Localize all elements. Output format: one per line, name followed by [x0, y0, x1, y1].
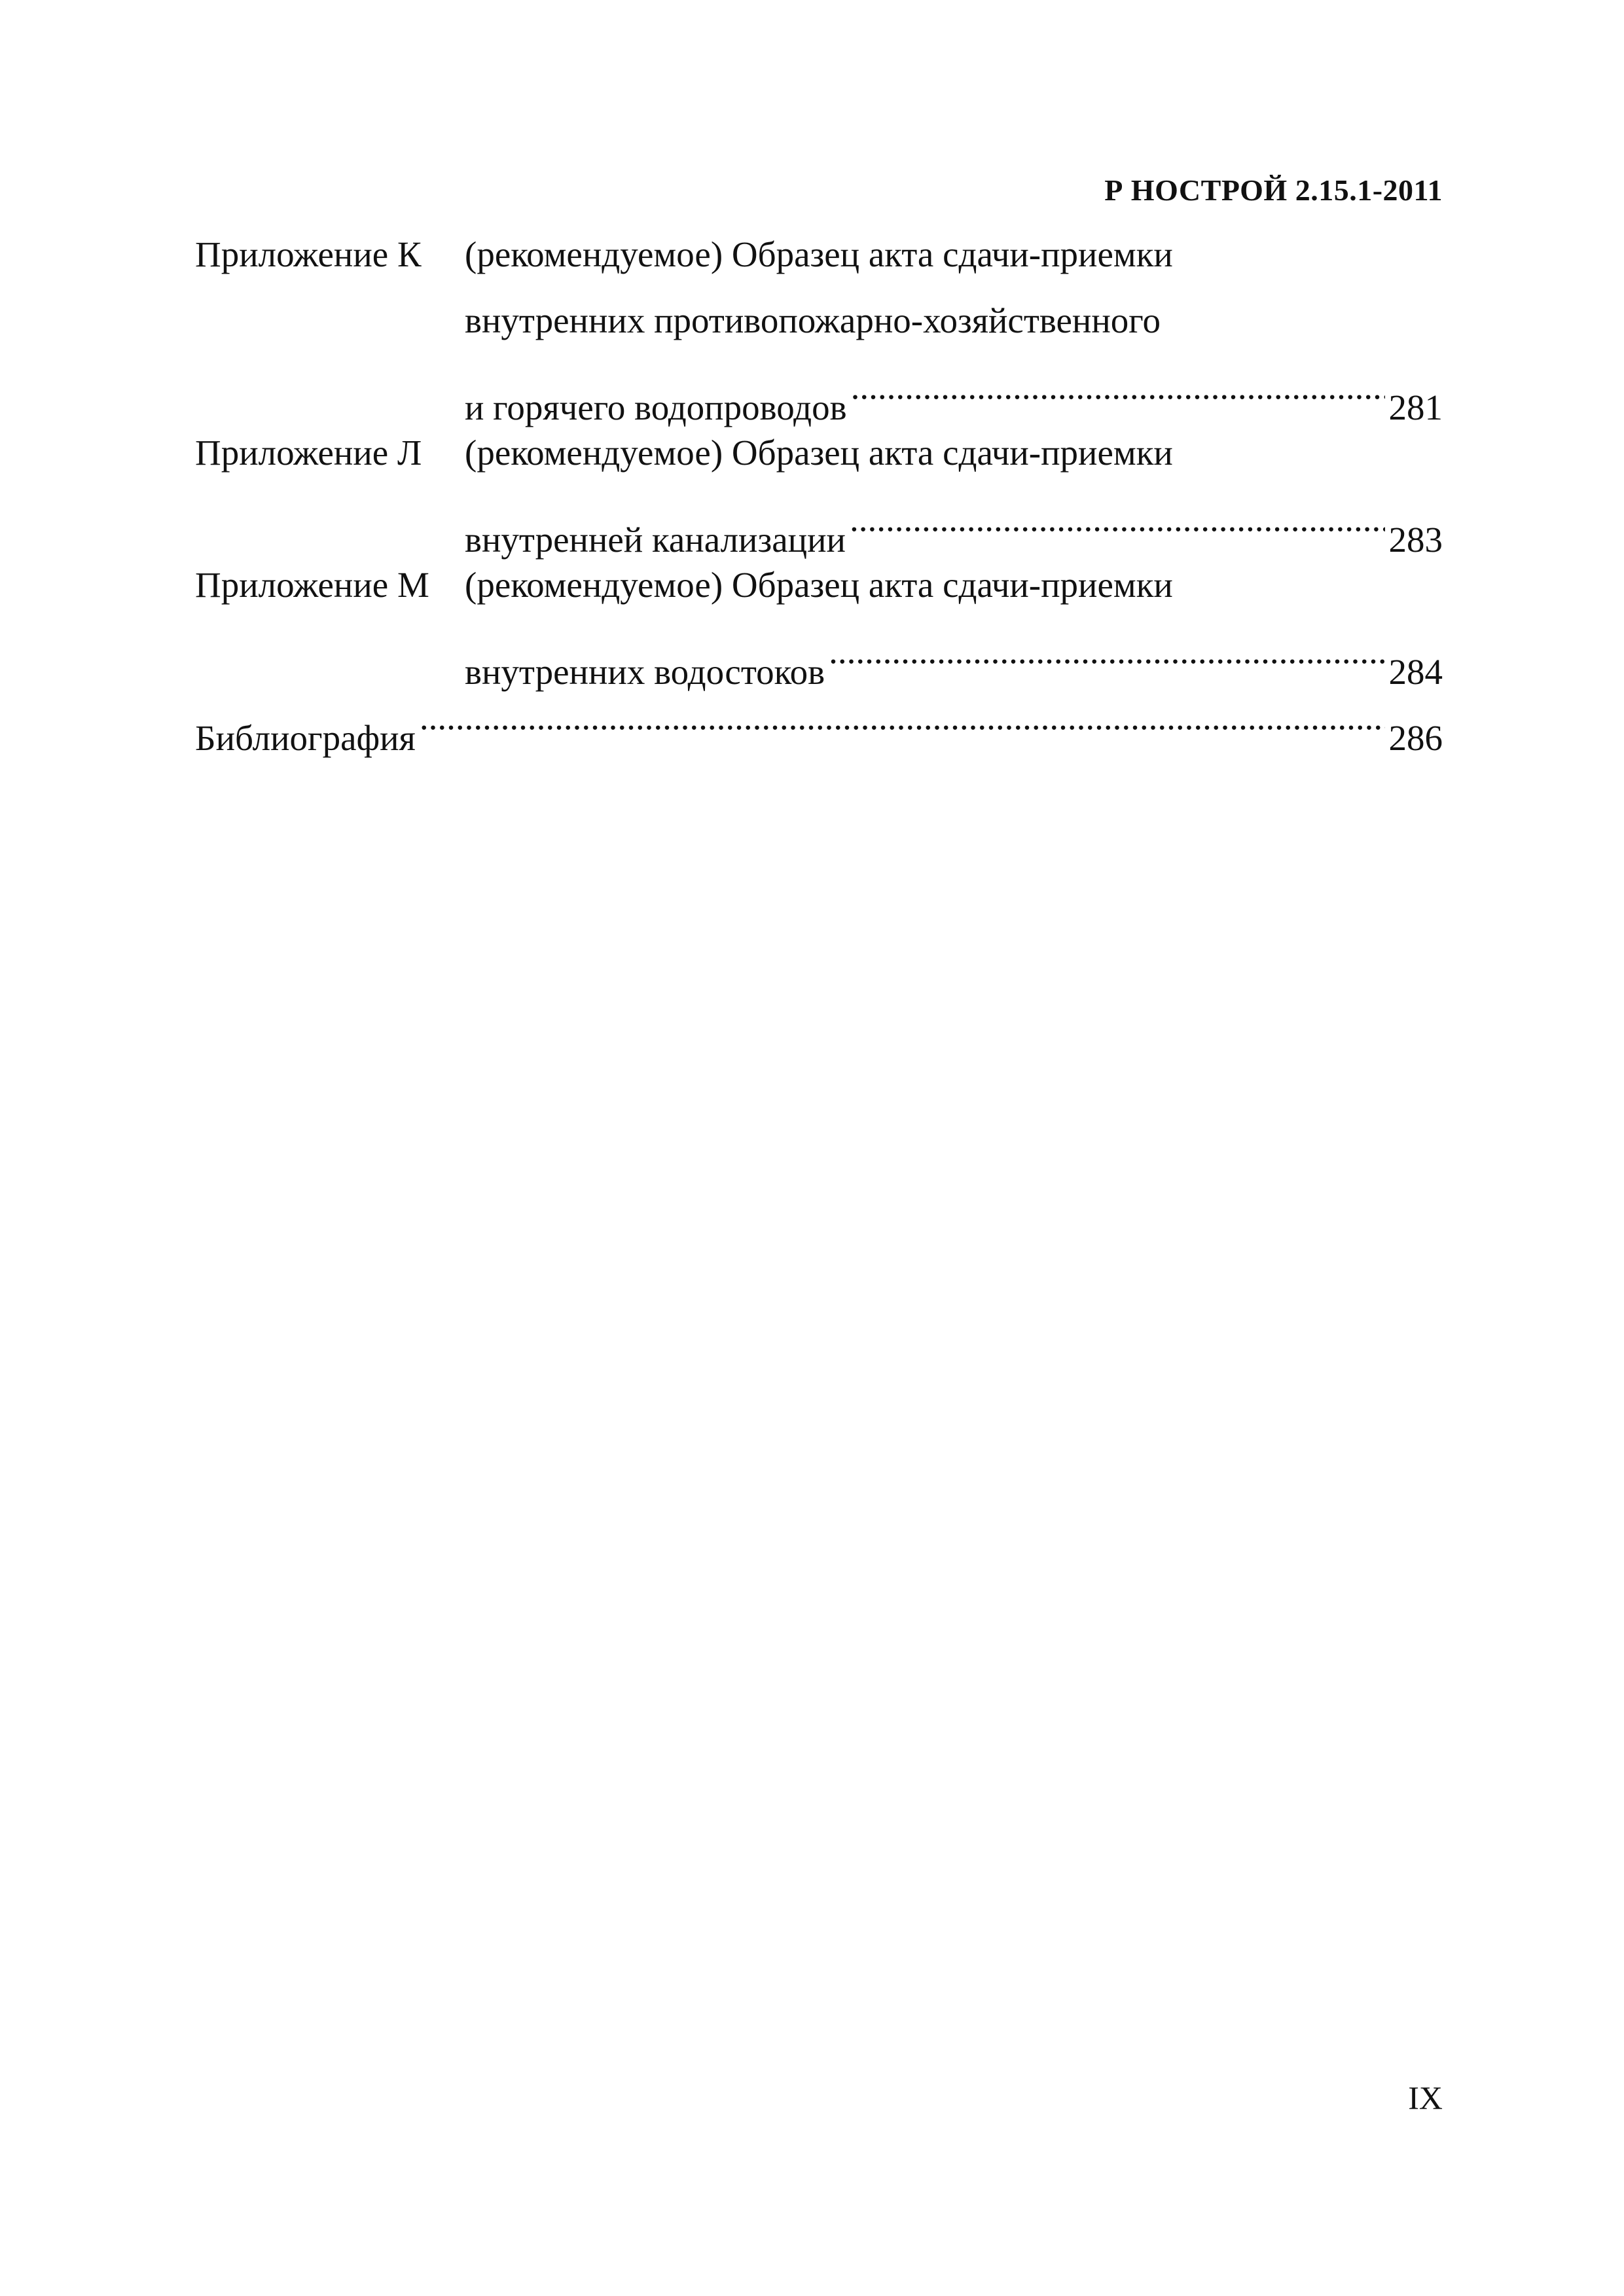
toc-entry-appendix-m[interactable] — [195, 552, 1443, 692]
toc-entry-appendix-l[interactable] — [195, 420, 1443, 560]
table-of-contents — [195, 221, 1443, 758]
toc-entry-title-line: внутренних водостоков — [465, 652, 825, 692]
toc-page-number: 284 — [1388, 652, 1443, 692]
toc-entry-title-line: и горячего водопроводов — [465, 387, 847, 427]
toc-page-number: 281 — [1388, 387, 1443, 427]
toc-entry-label: Приложение Л — [195, 433, 422, 473]
toc-entry-bibliography[interactable] — [195, 684, 1443, 758]
toc-page-number: 286 — [1388, 718, 1443, 758]
toc-entry-title-line: (рекомендуемое) Образец акта сдачи-приемки — [465, 433, 1173, 473]
dot-leader — [851, 353, 1385, 420]
toc-entry-title-line: (рекомендуемое) Образец акта сдачи-приемки — [465, 234, 1173, 274]
document-code-header: Р НОСТРОЙ 2.15.1-2011 — [1104, 173, 1443, 207]
toc-entry-appendix-k[interactable] — [195, 221, 1443, 427]
dot-leader — [850, 486, 1385, 552]
toc-entry-title-line: внутренних противопожарно-хозяйственного — [465, 300, 1161, 340]
toc-entry-title-line: (рекомендуемое) Образец акта сдачи-приемки — [465, 565, 1173, 605]
toc-entry-label: Приложение К — [195, 234, 422, 274]
toc-entry-title-line: внутренней канализации — [465, 520, 846, 560]
toc-entry-label: Приложение М — [195, 565, 429, 605]
page-number-footer: IX — [1408, 2079, 1443, 2116]
toc-entry-label: Библиография — [195, 718, 416, 758]
toc-page-number: 283 — [1388, 520, 1443, 560]
dot-leader — [829, 618, 1384, 684]
dot-leader — [420, 684, 1385, 750]
